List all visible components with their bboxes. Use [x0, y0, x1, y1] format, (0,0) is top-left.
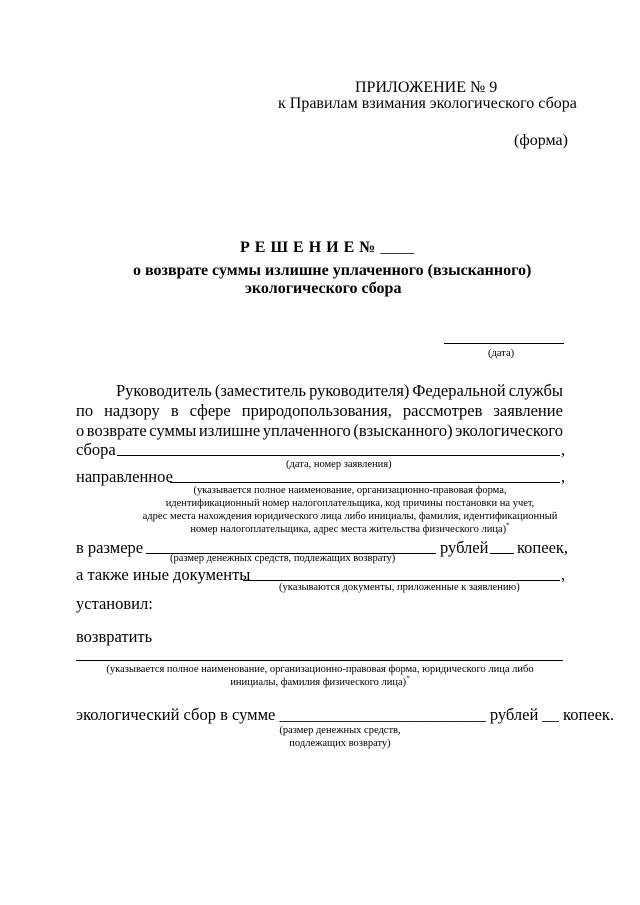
- sent-by-label: направленное: [76, 467, 173, 486]
- recipient-caption: [100, 663, 540, 689]
- title-line-1: о возврате суммы излишне уплаченного (взысканного): [133, 262, 532, 279]
- other-documents-label: а также иные документы: [76, 565, 251, 584]
- rubles-label: рублей: [440, 538, 489, 557]
- other-documents-caption: (указываются документы, приложенные к заявлению): [279, 582, 520, 593]
- body-word: в: [170, 401, 179, 420]
- footnote-mark: *: [506, 521, 510, 530]
- application-caption: (дата, номер заявления): [286, 459, 392, 470]
- body-word: заявление: [493, 401, 563, 420]
- fee-amount-label: экологический сбор в сумме: [76, 705, 276, 724]
- body-word: возврате: [86, 421, 147, 440]
- fee-kopecks-blank: __: [542, 705, 559, 724]
- fee-rubles-label: рублей: [489, 705, 539, 724]
- footnote-mark: *: [406, 674, 410, 683]
- body-word: Руководитель: [116, 381, 212, 400]
- body-word: о: [76, 421, 85, 440]
- body-word: излишне: [198, 421, 261, 440]
- amount-label: в размере: [76, 538, 144, 557]
- rules-reference: к Правилам взимания экологического сбора: [278, 95, 577, 112]
- date-caption: (дата): [488, 348, 515, 359]
- body-word: экологического: [455, 421, 563, 440]
- title-line-2: экологического сбора: [245, 280, 402, 297]
- sender-field: [170, 482, 560, 483]
- recipient-caption-line: инициалы, фамилия физического лица)*: [230, 674, 410, 688]
- decision-heading-text: Р Е Ш Е Н И Е №: [240, 239, 376, 256]
- body-word: уплаченного: [262, 421, 351, 440]
- form-label: (форма): [514, 132, 568, 149]
- body-word: руководителя): [309, 381, 410, 400]
- fee-label: сбора: [76, 440, 116, 459]
- return-label: возвратить: [76, 627, 153, 646]
- recipient-caption-line: (указывается полное наименование, организационно-правовая форма, юридического лица либо: [106, 664, 534, 675]
- kopecks-label: копеек,: [517, 538, 569, 557]
- body-row-1: [116, 380, 563, 401]
- sender-caption-line: номер налогоплательщика, адрес места жительства физического лица)*: [190, 521, 510, 535]
- body-word: службы: [508, 381, 563, 400]
- sender-caption-line: адрес места нахождения юридического лица либо инициалы, фамилия, идентификационный: [142, 511, 558, 522]
- comma: ,: [561, 565, 566, 584]
- fee-kopecks-label: копеек.: [563, 705, 615, 724]
- body-word: (взысканного): [353, 421, 453, 440]
- body-word: природопользования,: [241, 401, 392, 420]
- body-word: Федеральной: [412, 381, 506, 400]
- sender-caption-line: (указывается полное наименование, организационно-правовая форма,: [193, 485, 507, 496]
- recipient-field: [76, 660, 563, 661]
- sender-caption: [130, 484, 570, 536]
- body-word: сфере: [189, 401, 231, 420]
- body-word: надзору: [104, 401, 160, 420]
- body-word: по: [76, 401, 94, 420]
- body-word: (заместитель: [214, 381, 307, 400]
- fee-amount-blank: _________________________: [279, 705, 486, 724]
- fee-amount-caption: [240, 724, 440, 750]
- sender-caption-line: идентификационный номер налогоплательщика, код причины постановки на учет,: [165, 498, 535, 509]
- body-word: рассмотрев: [402, 401, 483, 420]
- body-word: суммы: [149, 421, 197, 440]
- date-line: [444, 343, 564, 344]
- kopecks-field: [490, 553, 514, 554]
- comma: ,: [561, 440, 566, 459]
- decision-number-blank: ____: [380, 239, 415, 256]
- amount-caption: (размер денежных средств, подлежащих возврату): [170, 553, 396, 564]
- fee-amount-row: [76, 704, 614, 725]
- appendix-number: ПРИЛОЖЕНИЕ № 9: [355, 79, 498, 96]
- comma: ,: [561, 467, 566, 486]
- fee-caption-line: (размер денежных средств,: [279, 725, 401, 736]
- decision-heading: [240, 238, 414, 258]
- established-label: установил:: [76, 594, 153, 613]
- application-date-number-field: [117, 455, 560, 456]
- fee-caption-line: подлежащих возврату): [289, 738, 391, 749]
- body-row-3: [76, 420, 563, 441]
- body-row-2: [76, 400, 563, 421]
